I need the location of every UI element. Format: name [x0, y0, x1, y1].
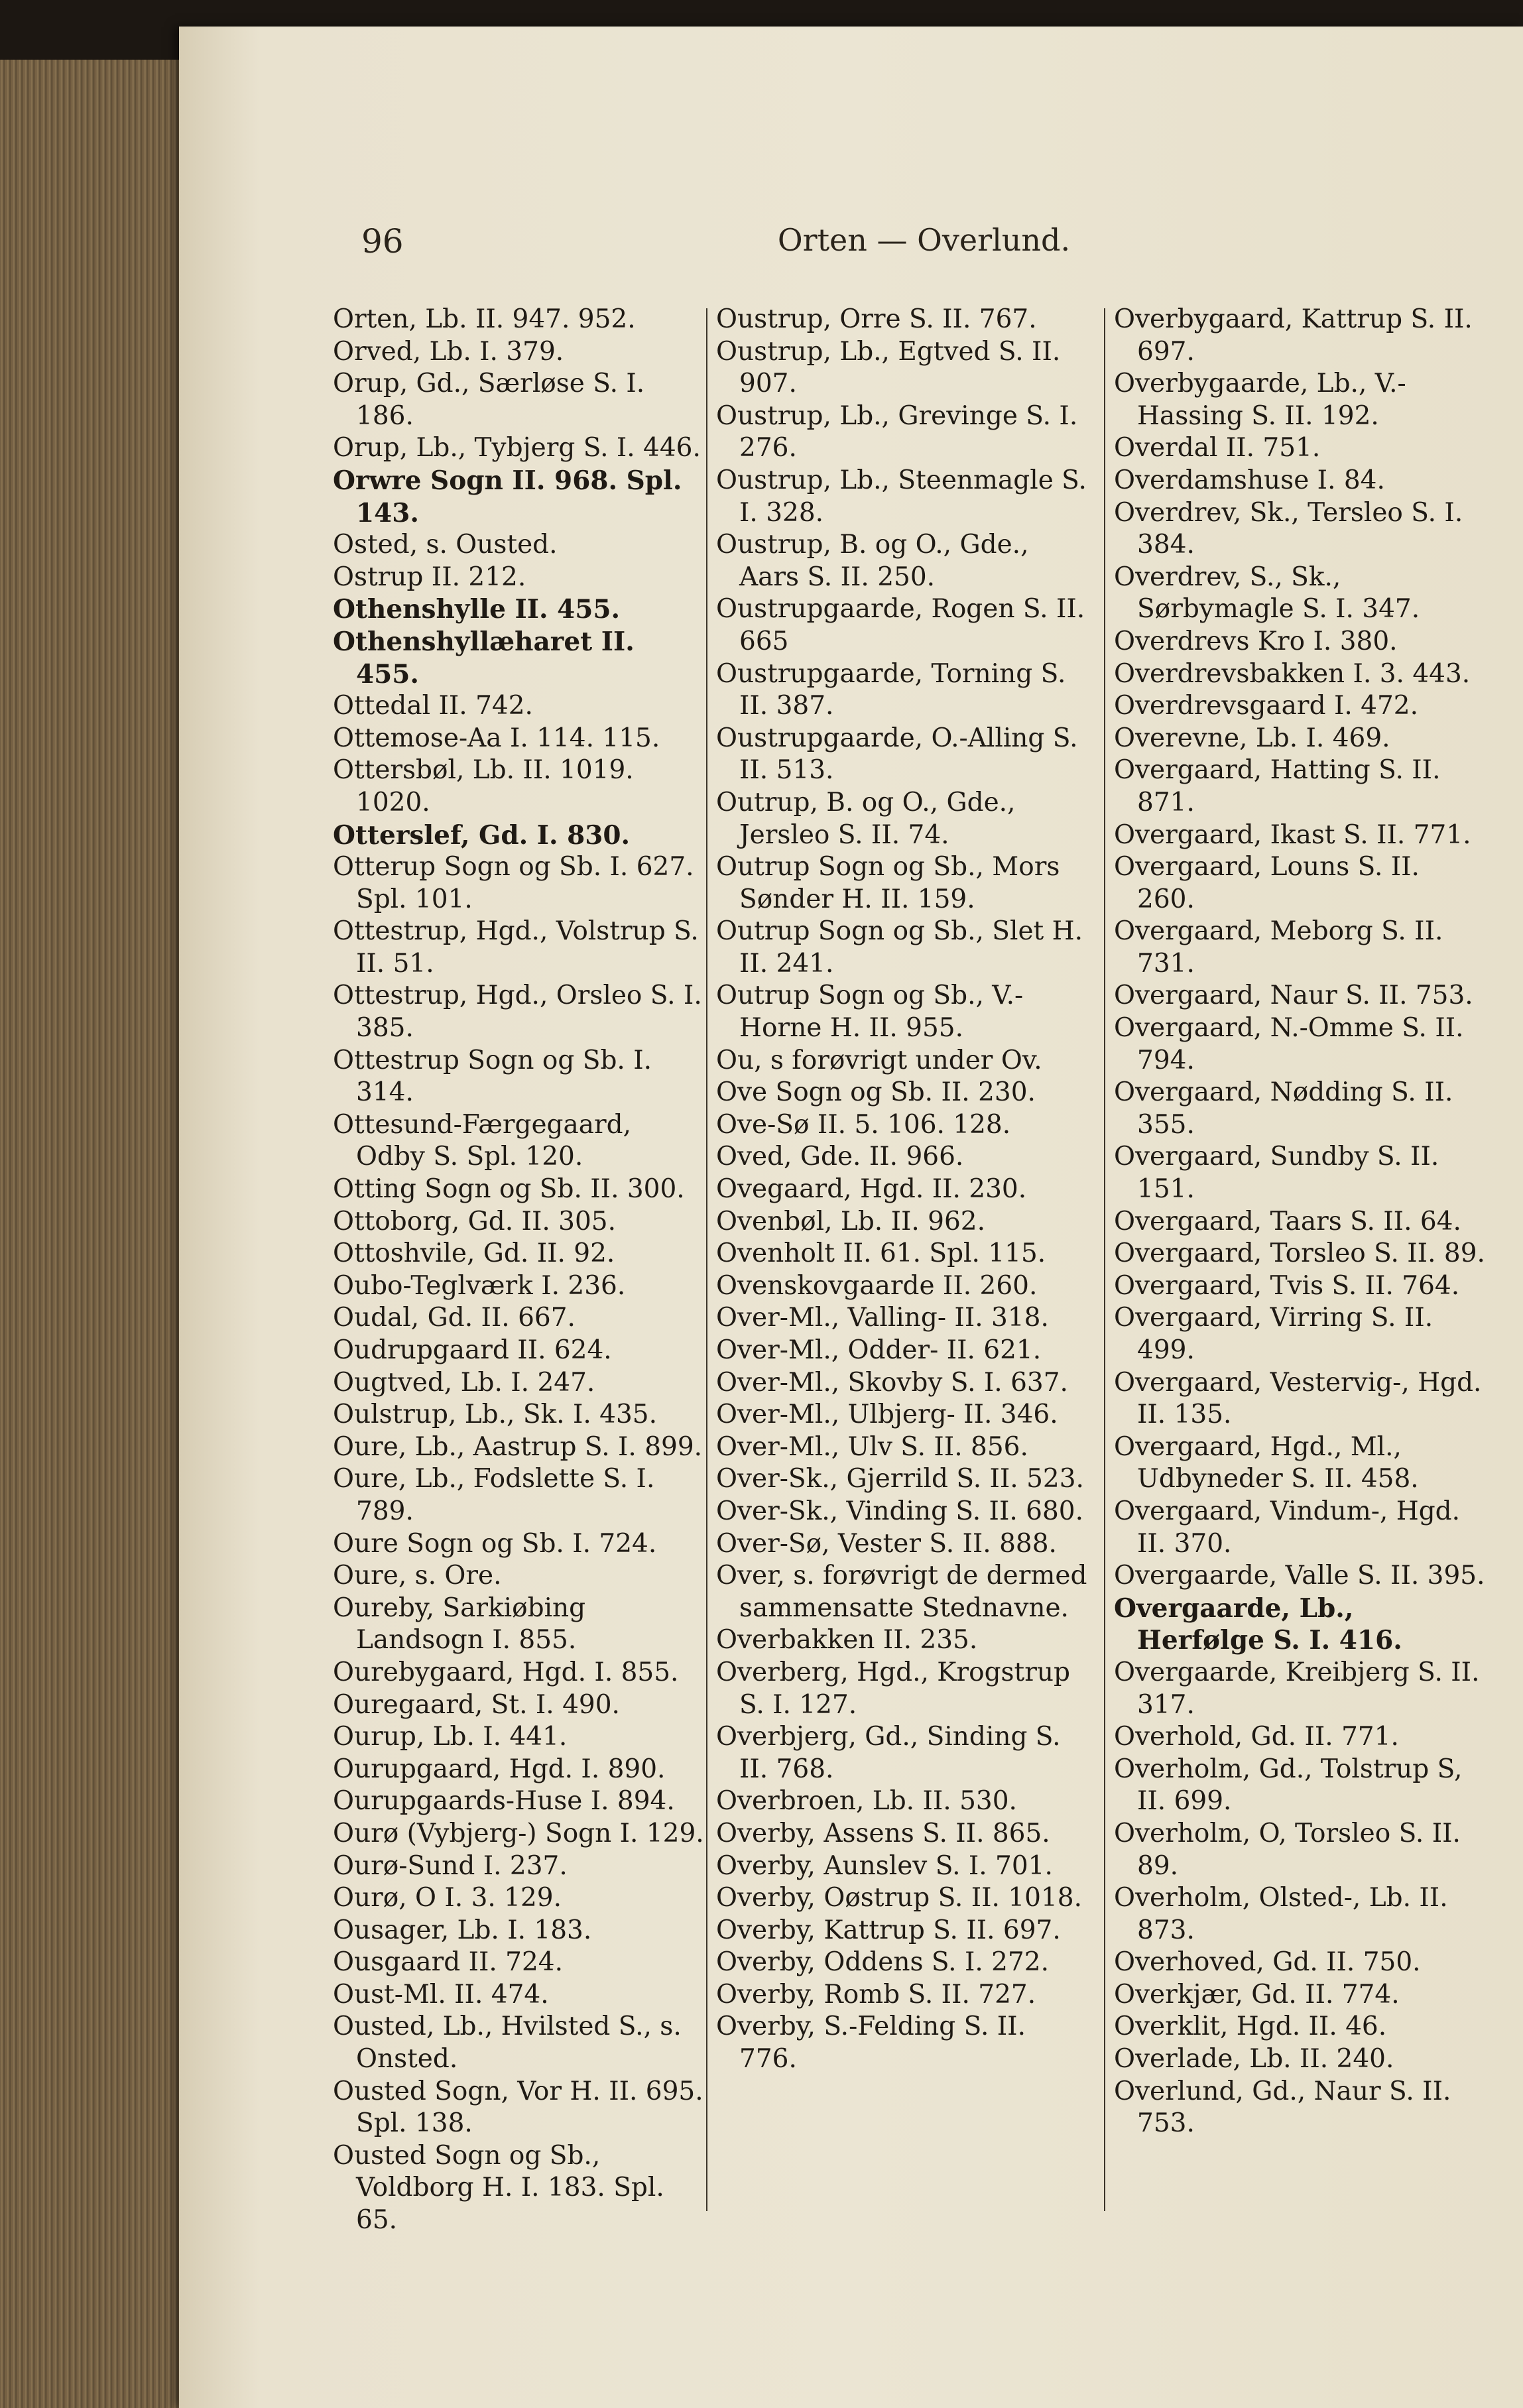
index-entry: Oustrup, Lb., Steenmagle S. I. 328. [716, 465, 1087, 528]
index-entry: Ousted Sogn og Sb., Voldborg H. I. 183. Spl. 65. [333, 2140, 664, 2236]
index-entry: Overby, Aunslev S. I. 701. [716, 1850, 1053, 1881]
index-entry: Oustrup, Lb., Grevinge S. I. 276. [716, 400, 1078, 463]
index-entry: Overgaarde, Kreibjerg S. II. 317. [1114, 1657, 1480, 1720]
index-entry: Overholm, Olsted-, Lb. II. 873. [1114, 1883, 1448, 1945]
index-entry: Overbjerg, Gd., Sinding S. II. 768. [716, 1722, 1061, 1784]
index-entry: Overlund, Gd., Naur S. II. 753. [1114, 2076, 1451, 2139]
index-entry: Ousted, Lb., Hvilsted S., s. Onsted. [333, 2012, 682, 2075]
index-entry: Ottesund-Færgegaard, Odby S. Spl. 120. [333, 1109, 632, 1172]
index-entry: Overby, Oddens S. I. 272. [716, 1947, 1050, 1978]
index-entry: Overdal II. 751. [1114, 433, 1321, 463]
index-column-2 [716, 304, 1087, 2076]
index-entry: Overklit, Hgd. II. 46. [1114, 2012, 1387, 2042]
index-entry: Overdrevsgaard I. 472. [1114, 691, 1418, 721]
index-entry: Ovenskovgaarde II. 260. [716, 1270, 1038, 1301]
index-entry: Overhoved, Gd. II. 750. [1114, 1947, 1421, 1978]
book-page [179, 27, 1523, 2408]
index-entry: Over-Ml., Skovby S. I. 637. [716, 1367, 1068, 1398]
index-entry: Ovenholt II. 61. Spl. 115. [716, 1238, 1046, 1269]
index-entry: Oubo-Teglværk I. 236. [333, 1270, 626, 1301]
index-entry: Ottestrup, Hgd., Orsleo S. I. 385. [333, 981, 702, 1044]
index-entry: Over, s. forøvrigt de dermed sammensatte Stednavne. [716, 1561, 1087, 1623]
index-entry: Overby, S.-Felding S. II. 776. [716, 2012, 1026, 2075]
index-entry: Ourø, O I. 3. 129. [333, 1883, 562, 1913]
index-entry: Ourupgaard, Hgd. I. 890. [333, 1754, 666, 1784]
index-entry: Overbygaarde, Lb., V.-Hassing S. II. 192. [1114, 369, 1406, 431]
index-entry: Oustrupgaarde, Torning S. II. 387. [716, 658, 1066, 721]
index-entry: Overgaard, Nødding S. II. 355. [1114, 1077, 1453, 1140]
index-entry: Overgaard, Naur S. II. 753. [1114, 981, 1473, 1011]
index-entry: Otterslef, Gd. I. 830. [333, 819, 631, 851]
index-entry: Over-Ml., Ulbjerg- II. 346. [716, 1400, 1058, 1430]
index-entry: Ottestrup, Hgd., Volstrup S. II. 51. [333, 916, 699, 979]
index-entry: Overdrev, S., Sk., Sørbymagle S. I. 347. [1114, 562, 1420, 625]
index-entry: Overgaard, Vindum-, Hgd. II. 370. [1114, 1496, 1461, 1559]
index-entry: Oved, Gde. II. 966. [716, 1142, 964, 1172]
index-column-1 [333, 304, 704, 2237]
index-entry: Ove-Sø II. 5. 106. 128. [716, 1109, 1011, 1140]
index-entry: Overgaard, Torsleo S. II. 89. [1114, 1238, 1485, 1269]
index-entry: Oureby, Sarkiøbing Landsogn I. 855. [333, 1593, 586, 1656]
index-entry: Ottoshvile, Gd. II. 92. [333, 1238, 615, 1269]
index-entry: Overgaard, Virring S. II. 499. [1114, 1303, 1433, 1365]
index-entry: Oudrupgaard II. 624. [333, 1335, 612, 1365]
index-entry: Overholm, O, Torsleo S. II. 89. [1114, 1818, 1461, 1881]
index-entry: Overgaard, Hatting S. II. 871. [1114, 755, 1441, 817]
index-entry: Ove Sogn og Sb. II. 230. [716, 1077, 1036, 1108]
index-entry: Ourebygaard, Hgd. I. 855. [333, 1657, 679, 1687]
index-entry: Ousted Sogn, Vor H. II. 695. Spl. 138. [333, 2076, 703, 2139]
index-entry: Ottestrup Sogn og Sb. I. 314. [333, 1045, 652, 1108]
index-entry: Oulstrup, Lb., Sk. I. 435. [333, 1400, 658, 1430]
index-entry: Orved, Lb. I. 379. [333, 336, 564, 367]
index-entry: Overgaard, Ikast S. II. 771. [1114, 819, 1471, 850]
index-entry: Ousgaard II. 724. [333, 1947, 564, 1978]
index-entry: Ougtved, Lb. I. 247. [333, 1367, 595, 1398]
index-entry: Othenshylle II. 455. [333, 594, 621, 625]
index-entry: Oudal, Gd. II. 667. [333, 1303, 576, 1333]
index-entry: Othenshyllæharet II. 455. [333, 626, 635, 690]
index-entry: Overdrevsbakken I. 3. 443. [1114, 658, 1471, 689]
index-entry: Overdamshuse I. 84. [1114, 465, 1385, 495]
book-page-edges [0, 60, 188, 2408]
index-entry: Oure Sogn og Sb. I. 724. [333, 1528, 657, 1559]
page-number: 96 [361, 222, 404, 261]
index-entry: Overhold, Gd. II. 771. [1114, 1722, 1399, 1752]
index-entry: Over-Sk., Gjerrild S. II. 523. [716, 1464, 1084, 1494]
index-entry: Oure, Lb., Aastrup S. I. 899. [333, 1431, 703, 1462]
index-entry: Ottersbøl, Lb. II. 1019. 1020. [333, 755, 634, 817]
index-entry: Overberg, Hgd., Krogstrup S. I. 127. [716, 1657, 1070, 1720]
index-entry: Oustrupgaarde, O.-Alling S. II. 513. [716, 723, 1078, 786]
page-header [179, 222, 1523, 275]
index-entry: Ottedal II. 742. [333, 691, 533, 721]
index-entry: Oust-Ml. II. 474. [333, 1979, 549, 2010]
index-entry: Overgaard, Taars S. II. 64. [1114, 1206, 1461, 1236]
index-entry: Overby, Kattrup S. II. 697. [716, 1915, 1061, 1945]
index-entry: Orup, Lb., Tybjerg S. I. 446. [333, 433, 701, 463]
index-entry: Overby, Assens S. II. 865. [716, 1818, 1050, 1848]
index-entry: Ostrup II. 212. [333, 562, 526, 592]
index-entry: Overgaard, Hgd., Ml., Udbyneder S. II. 458. [1114, 1431, 1419, 1494]
index-entry: Overgaard, Meborg S. II. 731. [1114, 916, 1443, 979]
index-entry: Over-Sø, Vester S. II. 888. [716, 1528, 1057, 1559]
index-entry: Overkjær, Gd. II. 774. [1114, 1979, 1400, 2010]
index-entry: Overbakken II. 235. [716, 1625, 978, 1656]
index-entry: Oustrup, Orre S. II. 767. [716, 304, 1037, 334]
index-entry: Ou, s forøvrigt under Ov. [716, 1045, 1042, 1075]
index-entry: Otting Sogn og Sb. II. 300. [333, 1174, 685, 1205]
index-entry: Ottoborg, Gd. II. 305. [333, 1206, 617, 1236]
index-entry: Outrup Sogn og Sb., V.-Horne H. II. 955. [716, 981, 1024, 1044]
index-entry: Ourup, Lb. I. 441. [333, 1722, 568, 1752]
column-divider [1104, 308, 1105, 2211]
index-entry: Orup, Gd., Særløse S. I. 186. [333, 369, 645, 431]
index-entry: Overgaard, N.-Omme S. II. 794. [1114, 1013, 1464, 1075]
index-entry: Oustrupgaarde, Rogen S. II. 665 [716, 594, 1085, 656]
index-entry: Overby, Oøstrup S. II. 1018. [716, 1883, 1082, 1913]
index-entry: Ouregaard, St. I. 490. [333, 1689, 620, 1720]
index-entry: Overevne, Lb. I. 469. [1114, 723, 1390, 753]
index-entry: Ourupgaards-Huse I. 894. [333, 1786, 675, 1817]
index-entry: Ottemose-Aa I. 114. 115. [333, 723, 660, 753]
index-entry: Over-Ml., Valling- II. 318. [716, 1303, 1049, 1333]
index-entry: Ovegaard, Hgd. II. 230. [716, 1174, 1027, 1205]
index-entry: Overlade, Lb. II. 240. [1114, 2044, 1394, 2075]
index-entry: Orten, Lb. II. 947. 952. [333, 304, 636, 334]
index-entry: Overgaard, Sundby S. II. 151. [1114, 1142, 1439, 1205]
index-column-3 [1114, 304, 1485, 2140]
index-entry: Overbroen, Lb. II. 530. [716, 1786, 1017, 1817]
index-entry: Overgaard, Tvis S. II. 764. [1114, 1270, 1460, 1301]
index-entry: Oustrup, B. og O., Gde., Aars S. II. 250. [716, 530, 1029, 592]
index-entry: Oure, s. Ore. [333, 1561, 502, 1591]
index-entry: Oure, Lb., Fodslette S. I. 789. [333, 1464, 655, 1526]
index-entry: Overholm, Gd., Tolstrup S, II. 699. [1114, 1754, 1463, 1817]
index-entry: Overgaard, Louns S. II. 260. [1114, 852, 1420, 914]
index-entry: Overby, Romb S. II. 727. [716, 1979, 1036, 2010]
index-entry: Overgaarde, Lb., Herfølge S. I. 416. [1114, 1593, 1402, 1656]
running-title: Orten — Overlund. [777, 222, 1071, 258]
index-entry: Outrup Sogn og Sb., Mors Sønder H. II. 159. [716, 852, 1060, 914]
index-entry: Ourø-Sund I. 237. [333, 1850, 568, 1881]
column-divider [706, 308, 707, 2211]
index-entry: Overdrev, Sk., Tersleo S. I. 384. [1114, 497, 1463, 560]
index-entry: Overbygaard, Kattrup S. II. 697. [1114, 304, 1473, 367]
index-entry: Outrup, B. og O., Gde., Jersleo S. II. 74. [716, 787, 1016, 850]
index-entry: Over-Sk., Vinding S. II. 680. [716, 1496, 1083, 1526]
index-entry: Overgaard, Vestervig-, Hgd. II. 135. [1114, 1367, 1482, 1430]
index-entry: Over-Ml., Ulv S. II. 856. [716, 1431, 1028, 1462]
index-entry: Osted, s. Ousted. [333, 530, 558, 560]
index-entry: Ousager, Lb. I. 183. [333, 1915, 592, 1945]
index-entry: Oustrup, Lb., Egtved S. II. 907. [716, 336, 1061, 399]
index-entry: Overdrevs Kro I. 380. [1114, 626, 1398, 656]
index-entry: Ourø (Vybjerg-) Sogn I. 129. [333, 1818, 704, 1848]
index-entry: Over-Ml., Odder- II. 621. [716, 1335, 1042, 1365]
index-entry: Otterup Sogn og Sb. I. 627. Spl. 101. [333, 852, 694, 914]
index-entry: Ovenbøl, Lb. II. 962. [716, 1206, 986, 1236]
index-entry: Overgaarde, Valle S. II. 395. [1114, 1561, 1485, 1591]
index-entry: Orwre Sogn II. 968. Spl. 143. [333, 465, 682, 528]
index-entry: Outrup Sogn og Sb., Slet H. II. 241. [716, 916, 1083, 979]
